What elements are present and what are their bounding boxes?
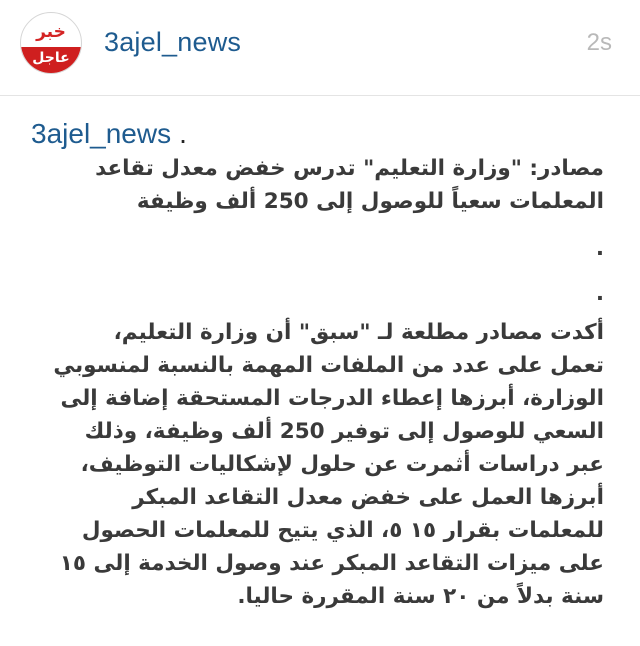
avatar-line-1: خبر	[36, 22, 66, 42]
caption-body-line: عبر دراسات أثمرت عن حلول لإشكاليات التوظيف،	[80, 452, 604, 477]
caption-separator: .	[595, 281, 604, 306]
post-header	[0, 0, 640, 96]
avatar-line-2: عاجل	[21, 47, 81, 74]
caption-body-line: تعمل على عدد من الملفات المهمة بالنسبة لمنسوبي	[53, 353, 604, 378]
caption-author-row	[31, 118, 187, 150]
caption-body-line: السعي للوصول إلى توفير 250 ألف وظيفة، وذلك	[84, 419, 604, 444]
caption-paragraph	[24, 316, 604, 613]
caption-headline	[24, 152, 604, 218]
username-link[interactable]: 3ajel_news	[104, 27, 242, 57]
caption-body-line: أكدت مصادر مطلعة لـ "سبق" أن وزارة التعليم،	[113, 320, 604, 345]
caption-headline-line: مصادر: "وزارة التعليم" تدرس خفض معدل تقاعد	[95, 156, 604, 181]
caption-separator: .	[595, 236, 604, 261]
caption-body-line: على ميزات التقاعد المبكر عند وصول الخدمة إلى ١٥	[59, 551, 604, 576]
caption-body-line: للمعلمات بقرار ١٥ ٥، الذي يتيح للمعلمات الحصول	[81, 518, 604, 543]
caption-author-link[interactable]: 3ajel_news	[31, 118, 172, 149]
caption-body-line: سنة بدلاً من ٢٠ سنة المقررة حاليا.	[237, 584, 604, 609]
caption-headline-line: المعلمات سعياً للوصول إلى 250 ألف وظيفة	[136, 189, 604, 214]
avatar[interactable]	[20, 12, 82, 74]
caption-text	[24, 152, 604, 613]
caption-body-line: الوزارة، أبرزها إعطاء الدرجات المستحقة إضافة إلى	[60, 386, 604, 411]
caption-body-line: أبرزها العمل على خفض معدل التقاعد المبكر	[132, 485, 604, 510]
caption-author-separator: .	[179, 118, 187, 149]
post-timestamp: 2s	[586, 29, 612, 56]
